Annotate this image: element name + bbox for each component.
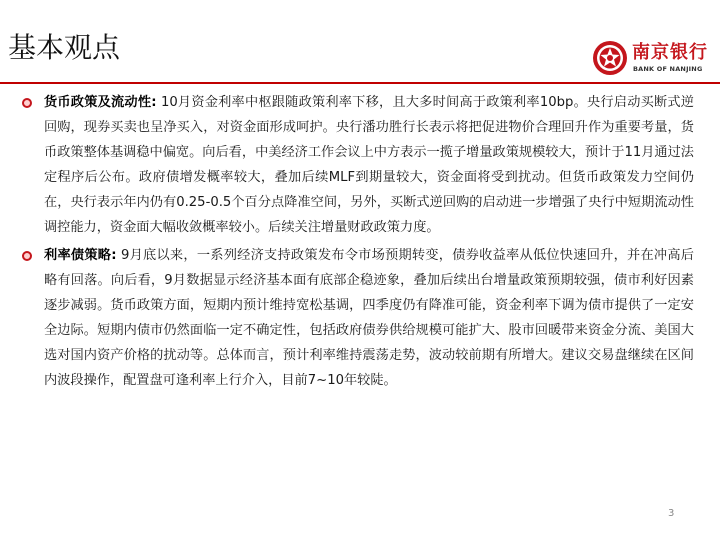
bullet-icon (22, 251, 32, 261)
bullet-rates-strategy (22, 243, 694, 393)
bullet-heading: 货币政策及流动性: (44, 95, 157, 110)
bullet-monetary-policy (22, 90, 694, 240)
bank-logo (592, 40, 716, 80)
page-number: 3 (668, 508, 675, 519)
bullet-icon (22, 98, 32, 108)
title-divider (0, 82, 720, 84)
bullet-text: 10月资金利率中枢跟随政策利率下移，且大多时间高于政策利率10bp。央行启动买断式逆回购，现券买卖也呈净买入，对资金面形成呵护。央行潘功胜行长表示将把促进物价合理回升作为重要考量，货币政策整体基调稳中偏宽。向后看，中美经济工作会议上中方表示一揽子增量政策规模较大，预计于11月通过法定程序后公布。政府债增发概率较大，叠加后续MLF到期量较大，资金面将受到扰动。但货币政策发力空间仍在，央行表示年内仍有0.25-0.5个百分点降准空间，另外，买断式逆回购的启动进一步增强了央行中短期流动性调控能力，资金面大幅收敛概率较小。后续关注增量财政政策力度。 (44, 95, 694, 235)
page-title: 基本观点 (8, 31, 121, 64)
bank-name-cn: 南京银行 (632, 42, 708, 63)
bank-of-nanjing-logo-icon (592, 40, 628, 76)
bullet-list (22, 90, 694, 396)
bullet-heading: 利率债策略: (44, 248, 117, 263)
bullet-text: 9月底以来，一系列经济支持政策发布令市场预期转变，债券收益率从低位快速回升，并在冲高后略有回落。向后看，9月数据显示经济基本面有底部企稳迹象，叠加后续出台增量政策预期较强，债市利好因素逐步减弱。货币政策方面，短期内预计维持宽松基调，四季度仍有降准可能，资金利率下调为债市提供了一定安全边际。短期内债市仍然面临一定不确定性，包括政府债券供给规模可能扩大、股市回暖带来资金分流、美国大选对国内资产价格的扰动等。总体而言，预计利率维持震荡走势，波动较前期有所增大。建议交易盘继续在区间内波段操作，配置盘可逢利率上行介入，目前7~10年较陡。 (44, 248, 694, 388)
bank-name-en: BANK OF NANJING (633, 65, 703, 73)
